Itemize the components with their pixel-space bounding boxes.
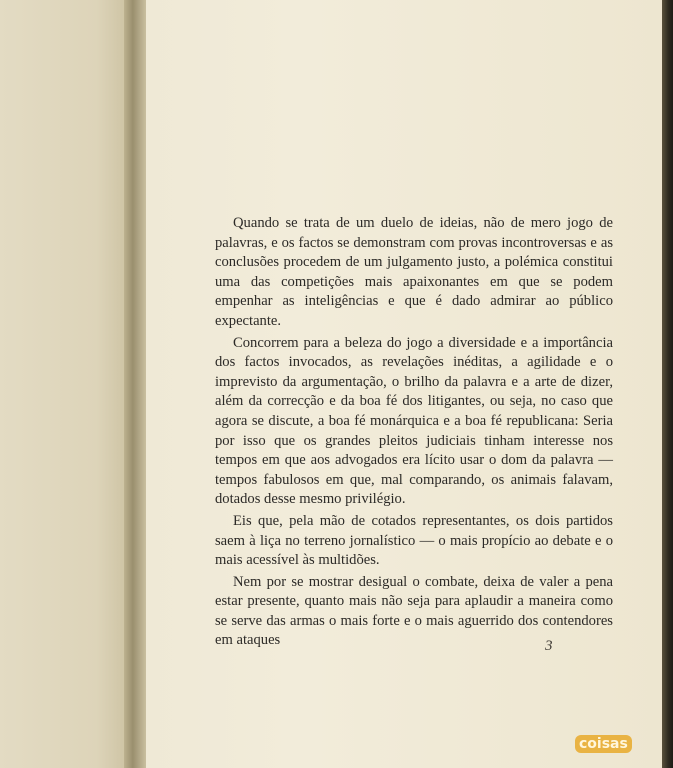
page-number: 3: [545, 638, 553, 654]
paragraph: Nem por se mostrar desigual o combate, deixa de valer a pena estar presente, quanto mais não seja para aplaudir a maneira como se serve das armas o mais forte e o mais aguerrido dos contendores em ataques: [215, 573, 613, 649]
page-edge-shadow: [662, 0, 673, 768]
paragraph: Quando se trata de um duelo de ideias, não de mero jogo de palavras, e os factos se demonstram com provas incontroversas e as conclusões procedem de um julgamento justo, a polémica constitui uma das competições mais apaixonantes em que se podem empenhar as inteligências e que é dado admirar ao público expectante.: [215, 215, 613, 329]
paragraph: Concorrem para a beleza do jogo a diversidade e a importância dos factos invocados, as revelações inéditas, a agilidade e o imprevisto da argumentação, o brilho da palavra e a arte de dizer, além da correcção e da boa fé dos litigantes, ou seja, no caso que agora se discute, a boa fé monárquica e a boa fé republicana: Seria por isso que os grandes pleitos judiciais tinham interesse nos tempos em que aos advogados era lícito usar o dom da palavra — tempos fabulosos em que, mal comparando, os animais falavam, dotados desse mesmo privilégio.: [215, 334, 613, 508]
paragraph: Eis que, pela mão de cotados representantes, os dois partidos saem à liça no terreno jornalístico — o mais propício ao debate e o mais acessível às multidões.: [215, 512, 613, 569]
watermark-logo: coisas: [575, 735, 632, 753]
book-gutter: [124, 0, 146, 768]
body-text: [215, 214, 613, 653]
left-page: [0, 0, 138, 768]
